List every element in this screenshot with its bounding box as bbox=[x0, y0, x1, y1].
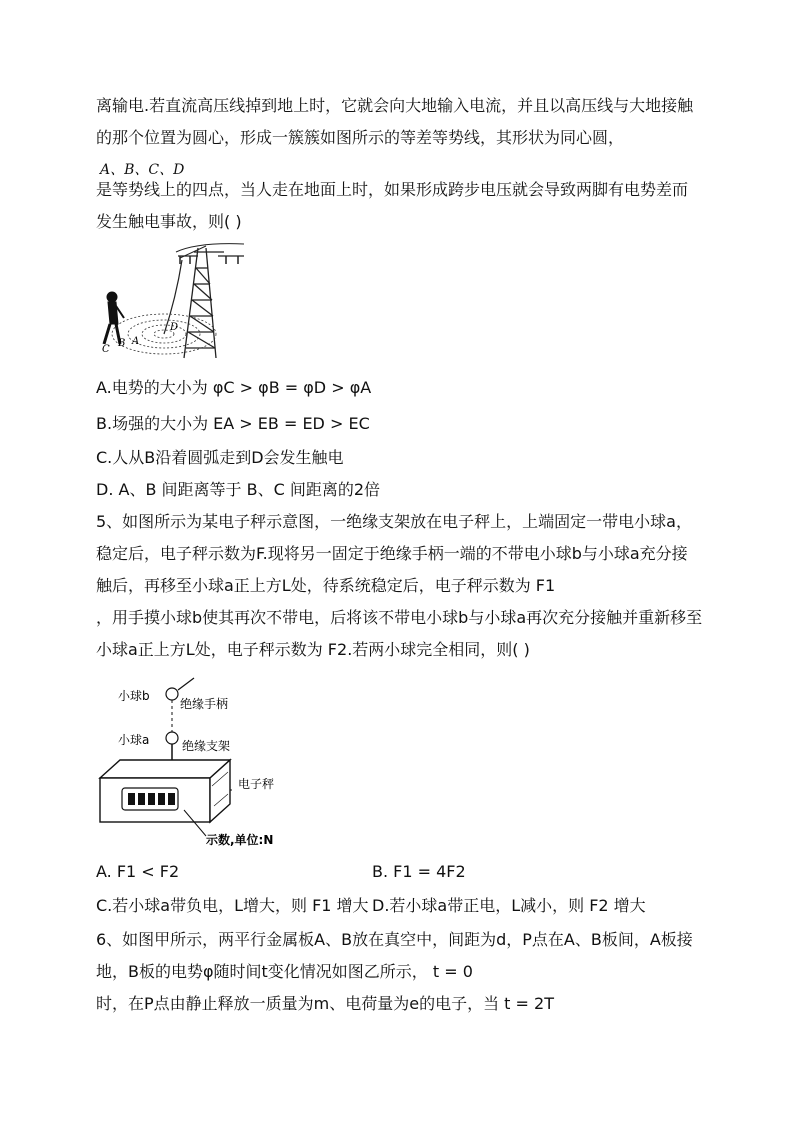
q5-option-b: B. F1 = 4F2 bbox=[372, 862, 466, 881]
electronic-scale-figure bbox=[96, 676, 326, 852]
q5-line-4: ，用手摸小球b使其再次不带电，后将该不带电小球b与小球a再次充分接触并重新移至 bbox=[96, 608, 703, 627]
q6-line-1: 6、如图甲所示，两平行金属板A、B放在真空中，间距为d，P点在A、B板间，A板接 bbox=[96, 930, 693, 949]
reading-label: 示数,单位:N bbox=[206, 833, 274, 847]
person-icon bbox=[104, 292, 124, 344]
q5-option-c: C.若小球a带负电，L增大，则 F1 增大 bbox=[96, 896, 369, 915]
q4-line-4: 发生触电事故，则( ) bbox=[96, 212, 242, 231]
ball-b bbox=[166, 688, 178, 700]
q5-line-2: 稳定后，电子秤示数为F.现将另一固定于绝缘手柄一端的不带电小球b与小球a充分接 bbox=[96, 544, 688, 563]
ball-a-label: 小球a bbox=[118, 733, 150, 747]
q4-option-c: C.人从B沿着圆弧走到D会发生触电 bbox=[96, 448, 344, 467]
q4-line-3: 是等势线上的四点，当人走在地面上时，如果形成跨步电压就会导致两脚有电势差而 bbox=[96, 180, 689, 199]
ball-b-label: 小球b bbox=[118, 689, 150, 703]
q4-points: A、B、C、D bbox=[100, 162, 185, 178]
label-c: C bbox=[102, 344, 110, 355]
scale-label: 电子秤 bbox=[238, 777, 275, 791]
handle-label: 绝缘手柄 bbox=[180, 697, 229, 711]
q6-line-2: 地，B板的电势φ随时间t变化情况如图乙所示， t = 0 bbox=[96, 962, 473, 981]
q4-option-b: B.场强的大小为 EA > EB = ED > EC bbox=[96, 414, 370, 433]
q4-line-2: 的那个位置为圆心，形成一簇簇如图所示的等差等势线，其形状为同心圆， bbox=[96, 128, 625, 147]
ball-a bbox=[166, 732, 178, 744]
q5-line-5: 小球a正上方L处，电子秤示数为 F2.若两小球完全相同，则( ) bbox=[96, 640, 530, 659]
q6-line-3: 时，在P点由静止释放一质量为m、电荷量为e的电子，当 t = 2T bbox=[96, 994, 554, 1013]
q5-option-d: D.若小球a带正电，L减小，则 F2 增大 bbox=[372, 896, 646, 915]
label-a: A bbox=[132, 336, 140, 347]
label-b: B bbox=[118, 338, 126, 349]
q5-option-a: A. F1 < F2 bbox=[96, 862, 180, 881]
q4-option-d: D. A、B 间距离等于 B、C 间距离的2倍 bbox=[96, 480, 381, 499]
q4-line-1: 离输电.若直流高压线掉到地上时，它就会向大地输入电流，并且以高压线与大地接触 bbox=[96, 96, 694, 115]
q5-line-3: 触后，再移至小球a正上方L处，待系统稳定后，电子秤示数为 F1 bbox=[96, 576, 556, 595]
q5-line-1: 5、如图所示为某电子秤示意图，一绝缘支架放在电子秤上，上端固定一带电小球a， bbox=[96, 512, 692, 531]
q4-option-a: A.电势的大小为 φC > φB = φD > φA bbox=[96, 378, 372, 397]
power-tower-figure bbox=[98, 238, 248, 360]
stand-label: 绝缘支架 bbox=[182, 739, 231, 753]
label-d: D bbox=[170, 322, 179, 333]
